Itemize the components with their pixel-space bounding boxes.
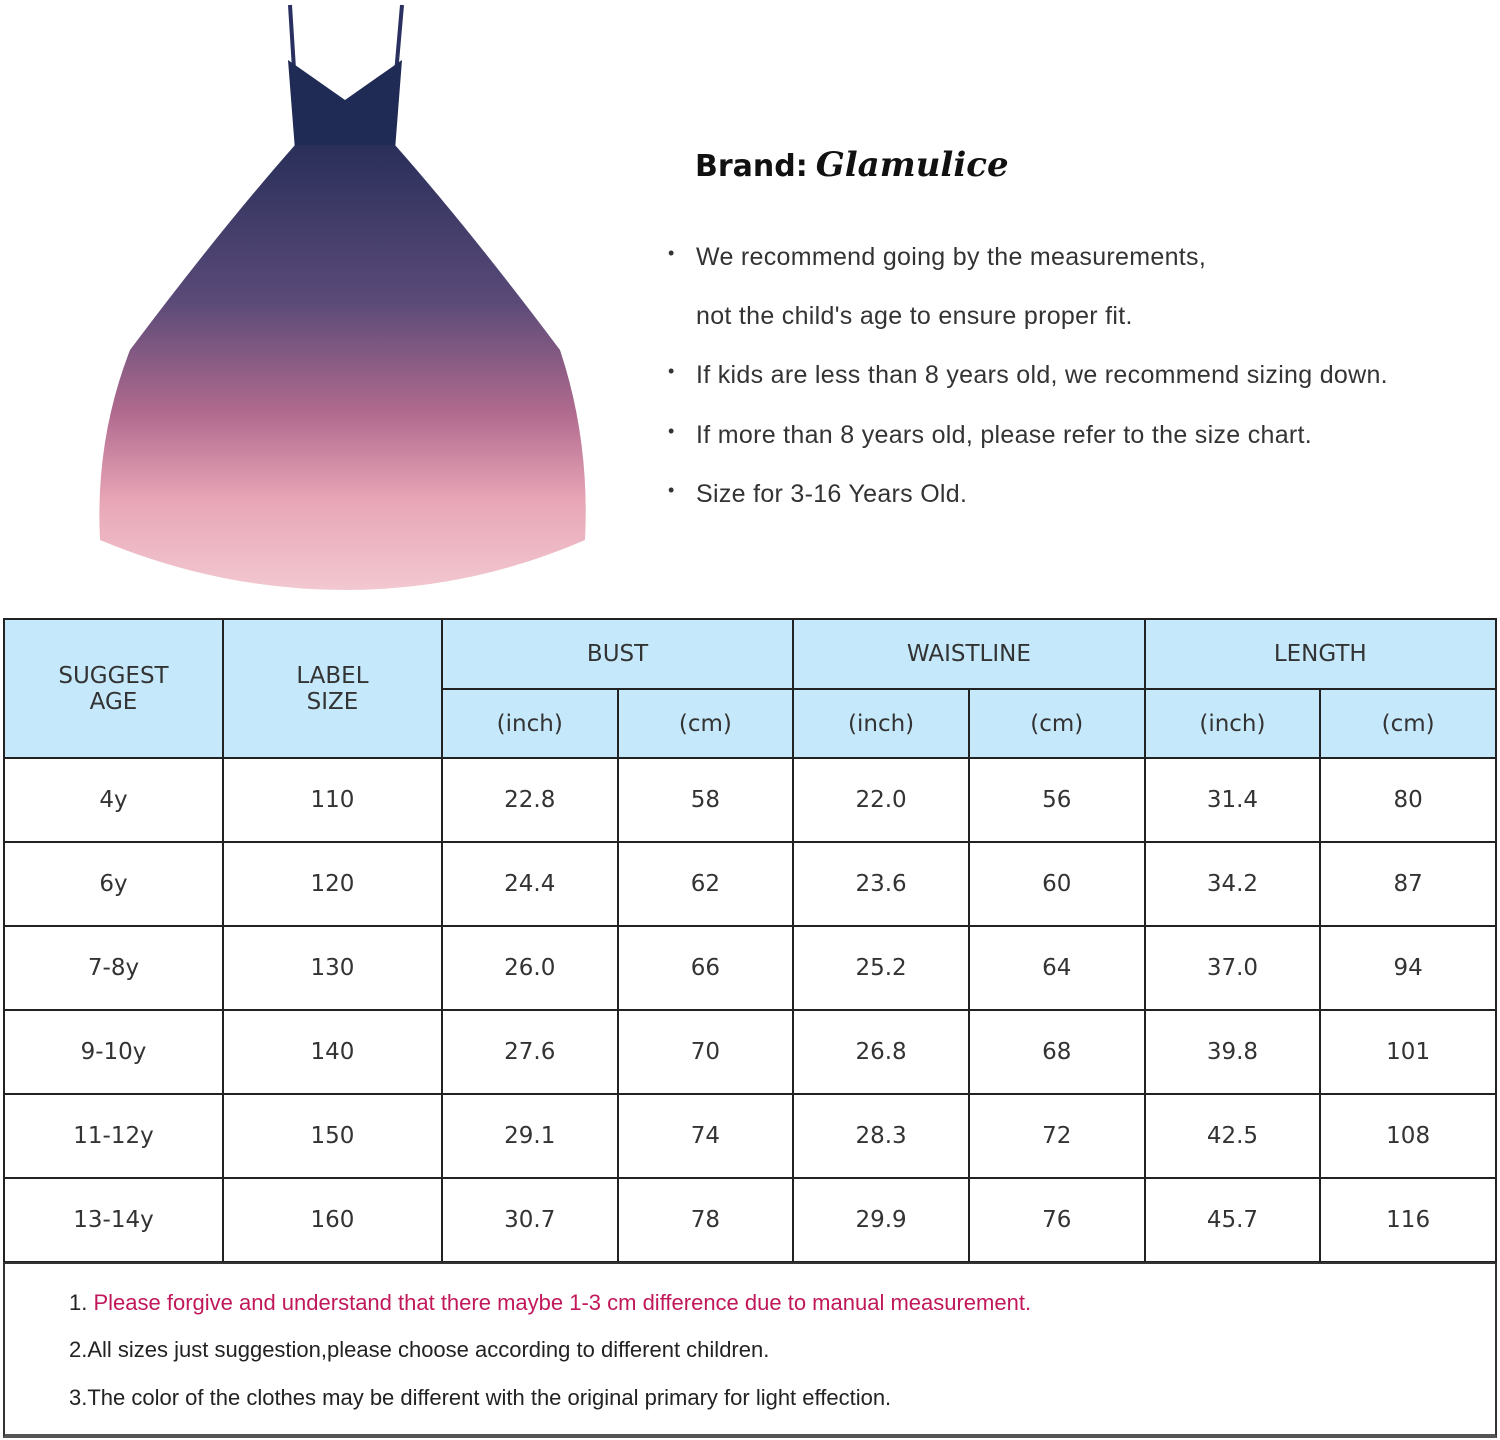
cell-length-cm: 94 <box>1320 926 1496 1010</box>
bullet-continuation <box>696 302 1133 331</box>
header-length: LENGTH <box>1145 619 1496 689</box>
header-bust: BUST <box>442 619 793 689</box>
cell-bust-inch: 27.6 <box>442 1010 618 1094</box>
header-suggest-age: SUGGEST AGE <box>4 619 223 758</box>
bullet-text: If kids are less than 8 years old, we recommend sizing down. <box>696 361 1388 389</box>
table-row <box>4 842 1496 926</box>
dress-product-image <box>90 0 600 600</box>
cell-bust-cm: 70 <box>618 1010 794 1094</box>
cell-bust-cm: 78 <box>618 1178 794 1262</box>
cell-length-inch: 39.8 <box>1145 1010 1321 1094</box>
note-number: 1. <box>69 1290 94 1315</box>
table-row <box>4 926 1496 1010</box>
cell-label-size: 110 <box>223 758 442 842</box>
cell-bust-cm: 62 <box>618 842 794 926</box>
bullet-item <box>668 421 1313 450</box>
cell-waist-cm: 60 <box>969 842 1145 926</box>
table-row <box>4 1178 1496 1262</box>
cell-label-size: 120 <box>223 842 442 926</box>
cell-length-inch: 31.4 <box>1145 758 1321 842</box>
cell-bust-cm: 74 <box>618 1094 794 1178</box>
header-waist-cm: (cm) <box>969 689 1145 758</box>
note-2: 2.All sizes just suggestion,please choose according to different children. <box>69 1337 770 1362</box>
bullet-text: If more than 8 years old, please refer to the size chart. <box>696 421 1313 449</box>
cell-bust-inch: 26.0 <box>442 926 618 1010</box>
brand-heading <box>695 145 1009 185</box>
cell-length-cm: 101 <box>1320 1010 1496 1094</box>
note-3: 3.The color of the clothes may be different with the original primary for light effection. <box>69 1385 892 1410</box>
bullet-icon: • <box>668 361 675 381</box>
cell-label-size: 160 <box>223 1178 442 1262</box>
size-chart-table <box>3 618 1497 1263</box>
header-bust-cm: (cm) <box>618 689 794 758</box>
cell-bust-cm: 66 <box>618 926 794 1010</box>
cell-length-inch: 45.7 <box>1145 1178 1321 1262</box>
cell-waist-inch: 23.6 <box>793 842 969 926</box>
bullet-icon: • <box>668 480 675 500</box>
cell-age: 11-12y <box>4 1094 223 1178</box>
cell-bust-inch: 29.1 <box>442 1094 618 1178</box>
cell-bust-cm: 58 <box>618 758 794 842</box>
cell-length-inch: 42.5 <box>1145 1094 1321 1178</box>
bullet-text: Size for 3-16 Years Old. <box>696 480 968 508</box>
bullet-text: We recommend going by the measurements, <box>696 243 1207 271</box>
cell-age: 4y <box>4 758 223 842</box>
cell-length-cm: 80 <box>1320 758 1496 842</box>
header-length-inch: (inch) <box>1145 689 1321 758</box>
cell-waist-cm: 68 <box>969 1010 1145 1094</box>
cell-bust-inch: 24.4 <box>442 842 618 926</box>
cell-waist-cm: 64 <box>969 926 1145 1010</box>
cell-length-cm: 116 <box>1320 1178 1496 1262</box>
bullet-item <box>668 243 1207 272</box>
header-waistline: WAISTLINE <box>793 619 1144 689</box>
cell-label-size: 140 <box>223 1010 442 1094</box>
cell-age: 6y <box>4 842 223 926</box>
cell-waist-cm: 76 <box>969 1178 1145 1262</box>
header-length-cm: (cm) <box>1320 689 1496 758</box>
cell-label-size: 150 <box>223 1094 442 1178</box>
bullet-item <box>668 480 968 509</box>
cell-length-cm: 108 <box>1320 1094 1496 1178</box>
brand-name: Glamulice <box>815 145 1009 185</box>
cell-age: 9-10y <box>4 1010 223 1094</box>
bullet-icon: • <box>668 421 675 441</box>
table-row <box>4 1010 1496 1094</box>
cell-waist-inch: 26.8 <box>793 1010 969 1094</box>
table-row <box>4 758 1496 842</box>
cell-waist-inch: 25.2 <box>793 926 969 1010</box>
cell-length-cm: 87 <box>1320 842 1496 926</box>
bullet-text: not the child's age to ensure proper fit. <box>696 302 1133 330</box>
cell-bust-inch: 22.8 <box>442 758 618 842</box>
cell-waist-cm: 56 <box>969 758 1145 842</box>
cell-waist-inch: 28.3 <box>793 1094 969 1178</box>
header-waist-inch: (inch) <box>793 689 969 758</box>
table-row <box>4 1094 1496 1178</box>
bullet-item <box>668 361 1388 390</box>
cell-label-size: 130 <box>223 926 442 1010</box>
cell-age: 7-8y <box>4 926 223 1010</box>
cell-waist-cm: 72 <box>969 1094 1145 1178</box>
brand-label: Brand: <box>695 149 808 184</box>
notes-box <box>3 1262 1497 1438</box>
cell-age: 13-14y <box>4 1178 223 1262</box>
cell-waist-inch: 22.0 <box>793 758 969 842</box>
cell-bust-inch: 30.7 <box>442 1178 618 1262</box>
note-1-text: Please forgive and understand that there maybe 1-3 cm difference due to manual measurement. <box>93 1290 1032 1315</box>
bullet-icon: • <box>668 243 675 263</box>
cell-length-inch: 34.2 <box>1145 842 1321 926</box>
note-1 <box>69 1290 1031 1316</box>
cell-waist-inch: 29.9 <box>793 1178 969 1262</box>
header-bust-inch: (inch) <box>442 689 618 758</box>
cell-length-inch: 37.0 <box>1145 926 1321 1010</box>
header-label-size: LABEL SIZE <box>223 619 442 758</box>
